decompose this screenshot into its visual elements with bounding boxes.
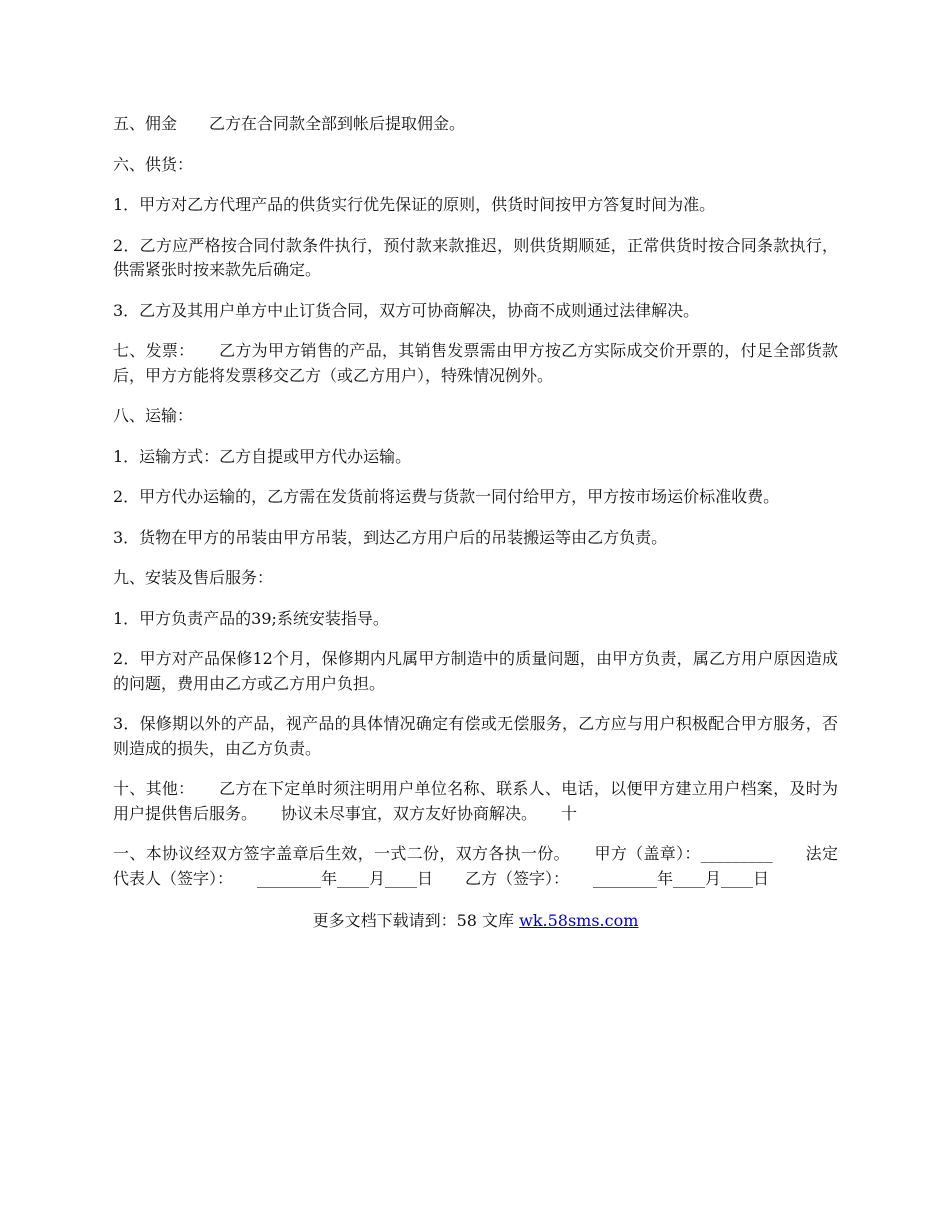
transport-clause-1: 1．运输方式：乙方自提或甲方代办运输。 bbox=[113, 446, 412, 466]
service-clause-3: 3．保修期以外的产品，视产品的具体情况确定有偿或无偿服务，乙方应与用户积极配合甲方服务，否则造成的损失，由乙方负责。 bbox=[113, 714, 838, 758]
transport-clause-2: 2．甲方代办运输的，乙方需在发货前将运费与货款一同付给甲方，甲方按市场运价标准收费。 bbox=[113, 487, 780, 506]
document-body bbox=[113, 112, 838, 891]
section-other: 十、其他： 乙方在下定单时须注明用户单位名称、联系人、电话，以便甲方建立用户档案，及时为用户提供售后服务。 协议未尽事宜，双方友好协商解决。 十 bbox=[113, 779, 838, 823]
section-commission: 五、佣金 乙方在合同款全部到帐后提取佣金。 bbox=[113, 114, 466, 133]
transport-clause-3: 3．货物在甲方的吊装由甲方吊装，到达乙方用户后的吊装搬运等由乙方负责。 bbox=[113, 527, 668, 547]
footer-link[interactable]: wk.58sms.com bbox=[519, 911, 639, 930]
section-supply-heading: 六、供货： bbox=[113, 154, 194, 174]
footer-prefix: 更多文档下载请到：58 文库 bbox=[312, 911, 520, 930]
section-signature: 一、本协议经双方签字盖章后生效，一式二份，双方各执一份。 甲方（盖章）：_________ 法定代表人（签字）： ________年____月____日 乙方（签字）： ________年____月____日 bbox=[113, 844, 838, 888]
supply-clause-1: 1．甲方对乙方代理产品的供货实行优先保证的原则，供货时间按甲方答复时间为准。 bbox=[113, 195, 716, 214]
service-clause-2: 2．甲方对产品保修12个月，保修期内凡属甲方制造中的质量问题，由甲方负责，属乙方用户原因造成的问题，费用由乙方或乙方用户负担。 bbox=[113, 649, 838, 693]
supply-clause-2: 2．乙方应严格按合同付款条件执行，预付款来款推迟，则供货期顺延，正常供货时按合同条款执行，供需紧张时按来款先后确定。 bbox=[113, 235, 838, 279]
supply-clause-3: 3．乙方及其用户单方中止订货合同，双方可协商解决，协商不成则通过法律解决。 bbox=[113, 300, 700, 320]
section-invoice: 七、发票： 乙方为甲方销售的产品，其销售发票需由甲方按乙方实际成交价开票的，付足全部货款后，甲方方能将发票移交乙方（或乙方用户），特殊情况例外。 bbox=[113, 341, 838, 385]
service-clause-1: 1．甲方负责产品的39;系统安装指导。 bbox=[113, 608, 389, 628]
section-service-heading: 九、安装及售后服务： bbox=[113, 568, 274, 587]
section-transport-heading: 八、运输： bbox=[113, 406, 194, 425]
download-footer bbox=[113, 909, 838, 933]
